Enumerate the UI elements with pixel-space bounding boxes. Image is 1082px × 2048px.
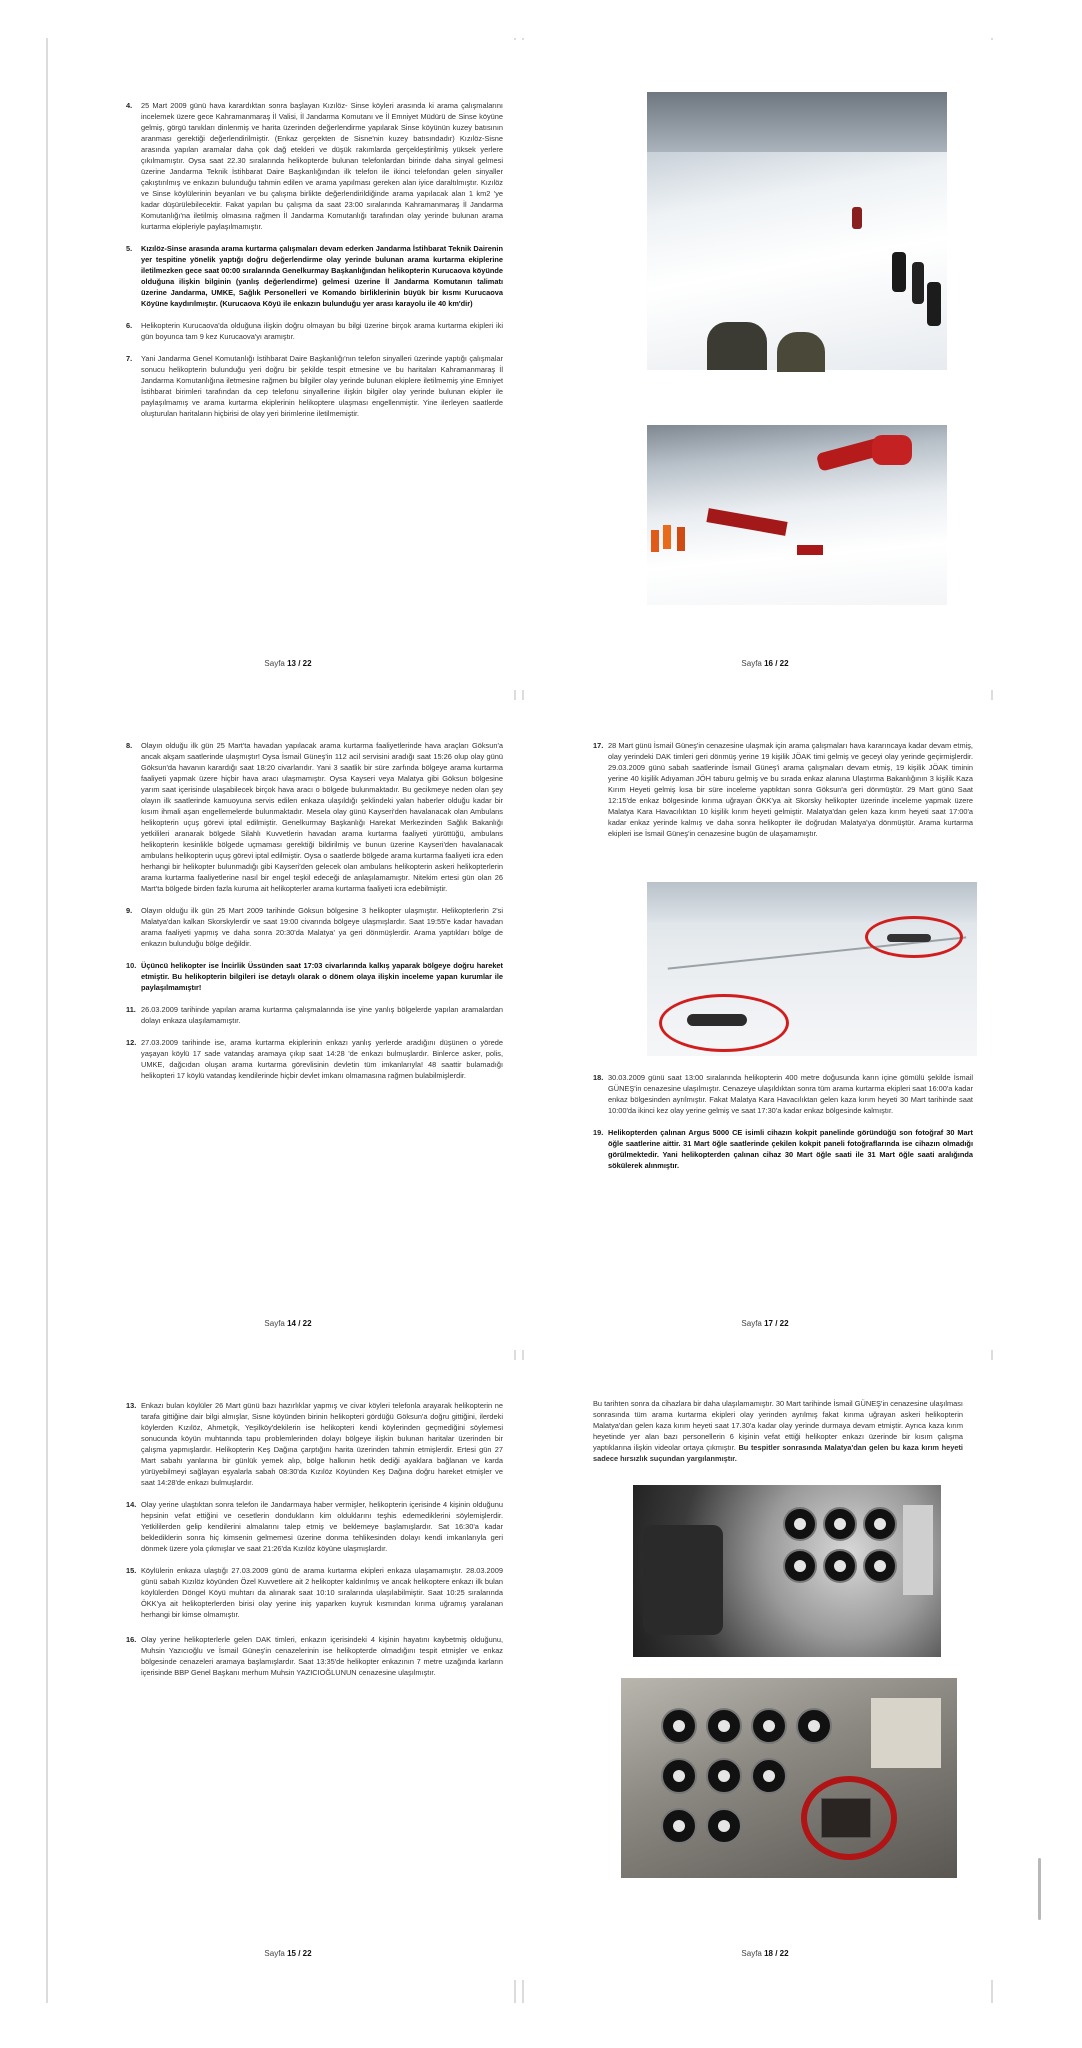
page-number: Sayfa 15 / 22 [264,1949,312,1958]
list-item: 17. 28 Mart günü İsmail Güneş'in cenazesine ulaşmak için arama çalışmaları hava kararıncaya kadar devam etmiş, olay yerindeki DAK timleri geri dönmüş yerine 19 kişilik JÖAK timi gelmiş ve geceyi olay yerinde geçirmişlerdir. 29.03.2009 günü sabah saatlerinde İsmail Güneş'i arama çalışmaları devam etmiş, 19 kişilik JÖAK timinin yerine 40 kişilik Adıyaman JÖH taburu gelmiş ve bu sırada enkaz alanına Ulaştırma Bakanlığının 3 kişilik Kaza Kırım Heyeti gelmiş kısa bir süre inceleme yaptıktan sonra Göksun'a geri dönmüştür. 29 Mart günü Saat 12:15'de enkaz bölgesinde kırıma uğrayan ÖKK'ya ait Skorsky helikopter üzerinde inceleme yapmak üzere Malatya Kara Havacılıktan 10 kişilik kırım heyeti gelmiştir. Malatya'dan gelen kaza kırım heyeti saat 17:00'a kadar enkaz yerinde kalmış ve daha sonra helikopter ile doğrudan Malatya'ya dönmüştür. Arama kurtarma ekipleri ise İsmail Güneş'in cenazesine bugün de ulaşamamıştır. [593,741,973,838]
list-item: 8. Olayın olduğu ilk gün 25 Mart'ta havadan yapılacak arama kurtarma faaliyetlerinde hava araçları Göksun'a ancak akşam saatlerinde ulaşmıştır! Oysa İsmail Güneş'in 112 acil servisini aradığı saat 15:26 olup olay günü Göksun'da havanın karardığı saat 18:20 civarlarıdır. Yani 3 saatlik bir süre zarfında bölgeye arama kurtarma faaliyeti yapmak üzere hiçbir hava aracı ulaşmamıştır. Oysa Kayseri veya Malatya gibi Göksun bölgesine yarım saat içerisinde ulaşabilecek birçok hava aracı o bölgede bulunmaktadır. Bu gecikmeye neden olan şey olayın ilk saatlerinde kamuoyuna servis edilen enkaza ulaşıldığı şeklindeki yalan haberler olduğu kadar bir kısım ihmali aşan engellemelerde bulunmaktadır. Mesela olay günü Kayseri'den havalanacak olan Ambulans helikopterin uçuş görevi iptal edilmiştir. Genelkurmay Başkanlığı Harekat Merkezinden Sağlık Bakanlığı yetkilileri aranarak bölgede Silahlı Kuvvetlerin havadan arama kurtarma faaliyeti yürüttüğü, ambulans helikopterin kesinlikle bölgede uçmaması gerektiği bildirilmiş ve bunun üzerine Kayseri'den havalanacak ambulans helikopterin uçuş görevi iptal edilmiştir. Oysa o saatlerde bölgede arama kurtarma faaliyeti icra eden herhangi bir helikopter bulunmadığı gibi Kayseri'den gelecek olan ambulans helikopterin askeri helikopterlerin arama kurtarma faaliyetlerine nasıl bir engel teşkil edeceği de anlaşılamamıştır. Nitekim ertesi gün olan 26 Mart'ta bölgede birden fazla kuruma ait helikopterler arama kurtarma faaliyeti icra edebilmiştir. [126,741,503,893]
list-item: 19. Helikopterden çalınan Argus 5000 CE isimli cihazın kokpit panelinde göründüğü son fotoğraf 30 Mart öğle saatlerine aittir. 31 Mart öğle saatlerinde çekilen kokpit paneli fotoğraflarında ise cihazın olmadığı görülmektedir. Yani helikopterden çalınan cihaz 30 Mart öğle saati ile 31 Mart öğle saati aralığında sökülerek alınmıştır. [593,1128,973,1170]
scrollbar-thumb[interactable] [1038,1858,1041,1920]
paragraph: Bu tarihten sonra da cihazlara bir daha ulaşılamamıştır. 30 Mart tarihinde İsmail GÜNEŞ'in cenazesine ulaşılması sonrasında tüm arama kurtarma ekipleri olay yerinden ayrılmış fakat kırıma uğrayan askeri helikopterin Malatya'dan gelen kaza kırım heyeti saat 17.30'a kadar olay yerinde durmaya devam etmiştir. Ayrıca kaza kırım heyetinde yer alan bazı personellerin 6 kişinin vefat ettiği helikopter enkazı üzerinde bir kısım çalışma yaptıklarına ilişkin videolar ortaya çıkmıştır. Bu tespitler sonrasında Malatya'dan gelen bu kaza kırım heyeti sadece hırsızlık suçundan yargılanmıştır. [593,1399,963,1463]
cockpit-panel-photo-1 [633,1485,941,1657]
missing-device-marker [801,1776,897,1860]
list-item: 10. Üçüncü helikopter ise İncirlik Üssünden saat 17:03 civarlarında kalkış yaparak bölgeye doğru hareket etmiştir. Bu helikopterin bilgileri ise detaylı olarak o dönem olaya ilişkin inceleme yapan kurumlar ile paylaşılmamıştır! [126,961,503,992]
page-17 [525,700,1005,1350]
snow-search-team-photo [647,92,947,370]
list-item: 5. Kızılöz-Sinse arasında arama kurtarma çalışmaları devam ederken Jandarma İstihbarat Teknik Dairenin yer tespitine yönelik yaptığı doğru değerlendirme olay yerinde bulunan arama kurtarma ekiplerine iletilmezken gece saat 00:00 sıralarında Genelkurmay Başkanlığından helikopterin Kurucaova köyünde olduğuna ilişkin bilginin (yanlış değerlendirme) gelmesi üzerine İl Jandarma Komutanın talimatı üzerine Jandarma, UMKE, Sağlık Personelleri ve Komando birliklerinin büyük bir kısmı Kurucaova Köyüne kaydırılmıştır. (Kurucaova Köyü ile enkazın bulunduğu yer arası karayolu ile 40 km'dir) [126,244,503,308]
list-item: 15. Köylülerin enkaza ulaştığı 27.03.2009 günü de arama kurtarma ekipleri enkaza ulaşamamıştır. 28.03.2009 günü sabah Kızılöz köyünden Özel Kuvvetlere ait 2 helikopter kaldırılmış ve ancak helikoptere enkazı ilk bulan köylülerden Döngel Köyü muhtarı da alınarak saat 10:10 sıralarında ulaşılabilmiştir. Saat 10:25 sıralarında ÖKK'ya ait helikopterlerden birisi olay yerine iniş yaparken kuyruk kısmından kırıma uğramış yaralanan herhangi bir kimse olmamıştır. [126,1566,503,1619]
cockpit-panel-photo-2 [621,1678,957,1878]
page-number: Sayfa 17 / 22 [741,1319,789,1328]
page-13 [48,40,528,690]
list-item: 14. Olay yerine ulaştıktan sonra telefon ile Jandarmaya haber vermişler, helikopterin içerisinde 4 kişinin olduğunu hepsinin vefat ettiğini ve cesetlerin dondukların kim olduklarını teşhis edemediklerini söylemişlerdir. Yetkililerden gelip kendilerini almalarını talep etmiş ve beklemeye başlamışlardır. Sat 16:30'a kadar beklediklerin sonra hiç kimsenin gelmemesi üzerine donma tehlikesinden dolayı kendi imkanlarıyla geri dönmek üzere yola çıkmışlar ve saat 21:26'da Kızılöz köyüne ulaşmışlardır. [126,1500,503,1553]
page-15 [48,1360,528,1980]
list-item: 13. Enkazı bulan köylüler 26 Mart günü bazı hazırlıklar yapmış ve civar köyleri telefonla arayarak helikopterin ne tarafa gittiğine dair bilgi almışlar, Sisne köyünden birinin helikopteri gördüğü Göksun'a doğru gittiğini, ilerdeki köylerden Kızılöz, Ahmetçik, Yeşilköy'dekilerin ise helikopteri kendi köylerinden geçmediğini söylemesi sonucunda köyün muhtarında tapu problemlerinden dolayı bölgeye ilişkin bulunan haritalar üzerinden bir çalışma yapmışlardır. Helikopterin Keş Dağına çarptığını harita üzerinden tahmin etmişlerdir. Ertesi gün 27 Mart sabahı yanlarına bir günlük yemek alıp, bölge halkının hetik dediği ayaklara bağlanan ve karda yürüyebilmeyi sağlayan eşyalarla sabah 08:30'da Kızılöz Köyünden Keş Dağına doğru hareket etmişler ve saat 14:28'de enkazı bulmuşlardır. [126,1401,503,1487]
list-item: 4. 25 Mart 2009 günü hava karardıktan sonra başlayan Kızılöz- Sinse köyleri arasında ki arama çalışmalarını incelemek üzere gece Kahramanmaraş İl Valisi, İl Jandarma Komutanı ve İl Emniyet Müdürü de Sinse köyüne gelmiş, görgü tanıkları dinlenmiş ve harita üzerinden değerlendirme yapılarak Sinse köyünün kuzey batısının aranması gerektiği değerlendirilmiştir. (Enkaz gerçekten de Sisne'nin kuzey batısındadır) Kızılöz-Sisne arasında yapılan aramalar daha çok dağ etekleri ve düşük rakımlarda gerçekleştirilmiş yüksek yerlere çıkılmamıştır. Oysa saat 22.30 sıralarında helikopterde bulunan telefonlardan birinde daha sinyal gelmesi üzerine Jandarma Teknik İstihbarat Daire Başkanlığından ilk telefon ile ikinci telefondan gelen sinyaller çakıştırılmış ve enkazın bulunduğu tahmin edilen ve arama yapılması gereken alan iyice daraltılmıştır. Kızılöz ve Sinse köylülerinin beyanları ve bu çalışma birlikte değerlendirildiğinde arama yapılacak alan 1 km2 'ye kadar düşürülebilecektir. Fakat yapılan bu çalışma da saat 23:00 sıralarında Kahramanmaraş İl Jandarma Komutanlığı'na iletilmiş olmasına rağmen İl Jandarma Komutanlığı tarafından olay yerinde bulunan arama kurtarma ekipleriyle paylaşılmamıştır. [126,101,503,231]
list-item: 7. Yani Jandarma Genel Komutanlığı İstihbarat Daire Başkanlığı'nın telefon sinyalleri üzerinde yaptığı çalışmalar sonucu helikopterin bulunduğu yeri doğru bir şekilde tespit etmesine ve bu haritaları Kahramanmaraş İl Jandarma Komutanlığına iletmesine rağmen bu bilgiler olay yerinde bulunan ekiplere iletilmemiş yine Emniyet İstihbarat birimleri tarafından da cep telefonu sinyallerine ilişkin bilgiler olay yerinde bulunan ekipler ile paylaşılmamış ve arama kurtarma ekiplerinin helikoptere ulaşması engellenmiştir. Yine ilerleyen saatlerde oluşturulan haritaların hiçbirisi de olay yeri birimlerine iletilmemiştir. [126,354,503,418]
list-item: 18. 30.03.2009 günü saat 13:00 sıralarında helikopterin 400 metre doğusunda karın içine gömülü şekilde İsmail GÜNEŞ'in cenazesine ulaşılmıştır. Cenazeye ulaşıldıktan sonra tüm arama kurtarma ekipleri saat 16:00'a kadar enkaz bölgesinden ayrılmıştır. Fakat Malatya Kara Havacılıktan gelen kaza kırım heyeti 30 Mart tarihinde saat 10:00'da ikinci kez olay yerine gelmiş ve saat 17:30'a kadar enkaz bölgesinde kalmıştır. [593,1073,973,1115]
page-number: Sayfa 14 / 22 [264,1319,312,1328]
list-item: 12. 27.03.2009 tarihinde ise, arama kurtarma ekiplerinin enkazı yanlış yerlerde aradığını düşünen o yörede yaşayan köylü 17 sade vatandaş aramaya çıkıp saat 14:28 'de enkazı bulmuşlardır. Binlerce asker, polis, UMKE, dağcıdan oluşan arama kurtarma görevlisinin devletin tüm imkanlarıyla! 48 saattir bulamadığı helikopteri 17 köylü vatandaş kendilerinde hiçbir devlet imkanı olmamasına rağmen bulabilmişlerdir. [126,1038,503,1080]
page-14 [48,700,528,1350]
page-16 [525,40,1005,690]
page-18 [525,1360,1005,1980]
list-item: 6. Helikopterin Kurucaova'da olduğuna ilişkin doğru olmayan bu bilgi üzerine birçok arama kurtarma ekipleri iki gün boyunca tam 9 kez Kurucaova'yı aramıştır. [126,321,503,341]
page-number: Sayfa 13 / 22 [264,659,312,668]
wreckage-in-snow-photo [647,425,947,605]
aerial-wreck-sites-photo [647,882,977,1056]
list-item: 16. Olay yerine helikopterlerle gelen DAK timleri, enkazın içerisindeki 4 kişinin hayatını kaybetmiş olduğunu, Muhsin Yazıcıoğlu ve İsmail Güneş'in cenazelerinin ise helikopterde olmadığını tespit etmişler ve enkaz bölgesinde cenazeleri aramaya başlamışlardır. Saat 13:35'de helikopter enkazının 7 metre uzağında karların içerisinde BBP Genel Başkanı merhum Muhsin YAZICIOĞLUNUN cenazesine ulaşılmıştır. [126,1635,503,1677]
list-item: 11. 26.03.2009 tarihinde yapılan arama kurtarma çalışmalarında ise yine yanlış bölgelerde yapılan aramalardan dolayı enkaza ulaşılamamıştır. [126,1005,503,1025]
page-number: Sayfa 18 / 22 [741,1949,789,1958]
page-number: Sayfa 16 / 22 [741,659,789,668]
list-item: 9. Olayın olduğu ilk gün 25 Mart 2009 tarihinde Göksun bölgesine 3 helikopter ulaşmıştır. Helikopterlerin 2'si Malatya'dan kalkan Skorskylerdir ve saat 19:00 civarında bölgeye ulaşmışlardır. Saat 19:55'e kadar havadan arama faaliyeti yapmış ve daha sonra 20:30'da Malatya' ya geri dönmüşlerdir. Arama yaptıkları bölge de enkazın bulunduğu bölge değildir. [126,906,503,948]
